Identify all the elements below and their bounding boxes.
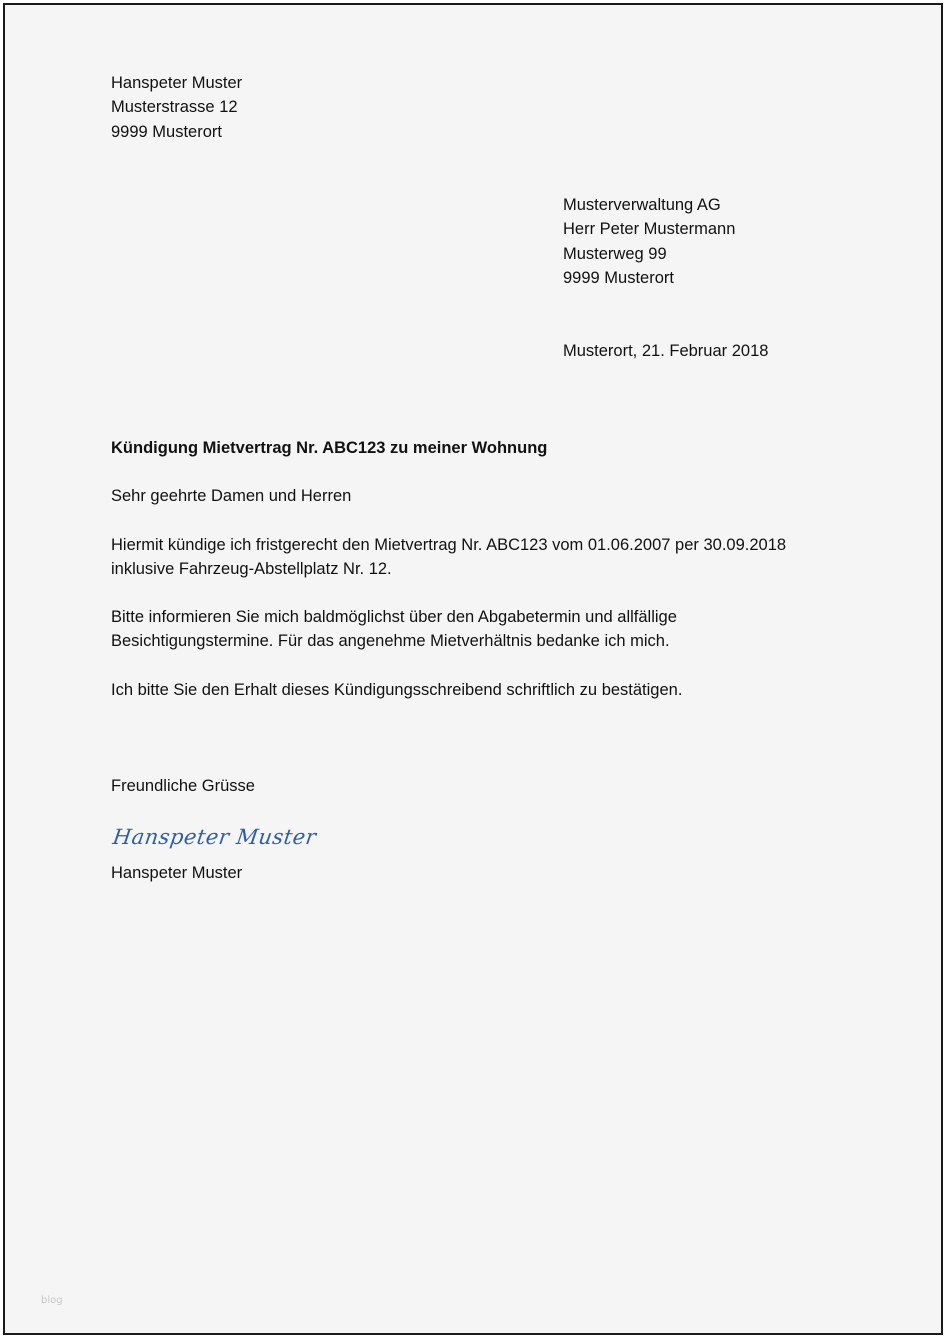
body-paragraph-1 — [111, 533, 786, 582]
letter-date: Musterort, 21. Februar 2018 — [563, 342, 769, 360]
sender-city: 9999 Musterort — [111, 122, 222, 141]
recipient-street: Musterweg 99 — [563, 244, 667, 263]
body-paragraph-3: Ich bitte Sie den Erhalt dieses Kündigungsschreibend schriftlich zu bestätigen. — [111, 681, 683, 699]
sender-name: Hanspeter Muster — [111, 74, 243, 92]
letter-subject: Kündigung Mietvertrag Nr. ABC123 zu meiner Wohnung — [111, 439, 548, 457]
closing-phrase: Freundliche Grüsse — [111, 777, 255, 795]
recipient-company: Musterverwaltung AG — [563, 196, 721, 214]
body-paragraph-1-line-1: Hiermit kündige ich fristgerecht den Mietvertrag Nr. ABC123 vom 01.06.2007 per 30.09.2018 — [111, 536, 787, 554]
letter-page — [3, 3, 943, 1335]
body-paragraph-2 — [111, 605, 677, 654]
salutation: Sehr geehrte Damen und Herren — [111, 487, 352, 505]
body-paragraph-2-line-1: Bitte informieren Sie mich baldmöglichst über den Abgabetermin und allfällige — [111, 608, 677, 626]
body-paragraph-1-line-2: inklusive Fahrzeug-Abstellplatz Nr. 12. — [111, 560, 392, 579]
body-paragraph-2-line-2: Besichtigungstermine. Für das angenehme Mietverhältnis bedanke ich mich. — [111, 632, 670, 651]
handwritten-signature: Hanspeter Muster — [111, 825, 318, 849]
recipient-contact: Herr Peter Mustermann — [563, 220, 736, 239]
sender-street: Musterstrasse 12 — [111, 98, 238, 117]
signature-name: Hanspeter Muster — [111, 864, 243, 882]
sender-address — [111, 71, 242, 144]
watermark: blog — [41, 1295, 63, 1306]
recipient-address — [563, 193, 735, 290]
recipient-city: 9999 Musterort — [563, 268, 674, 287]
